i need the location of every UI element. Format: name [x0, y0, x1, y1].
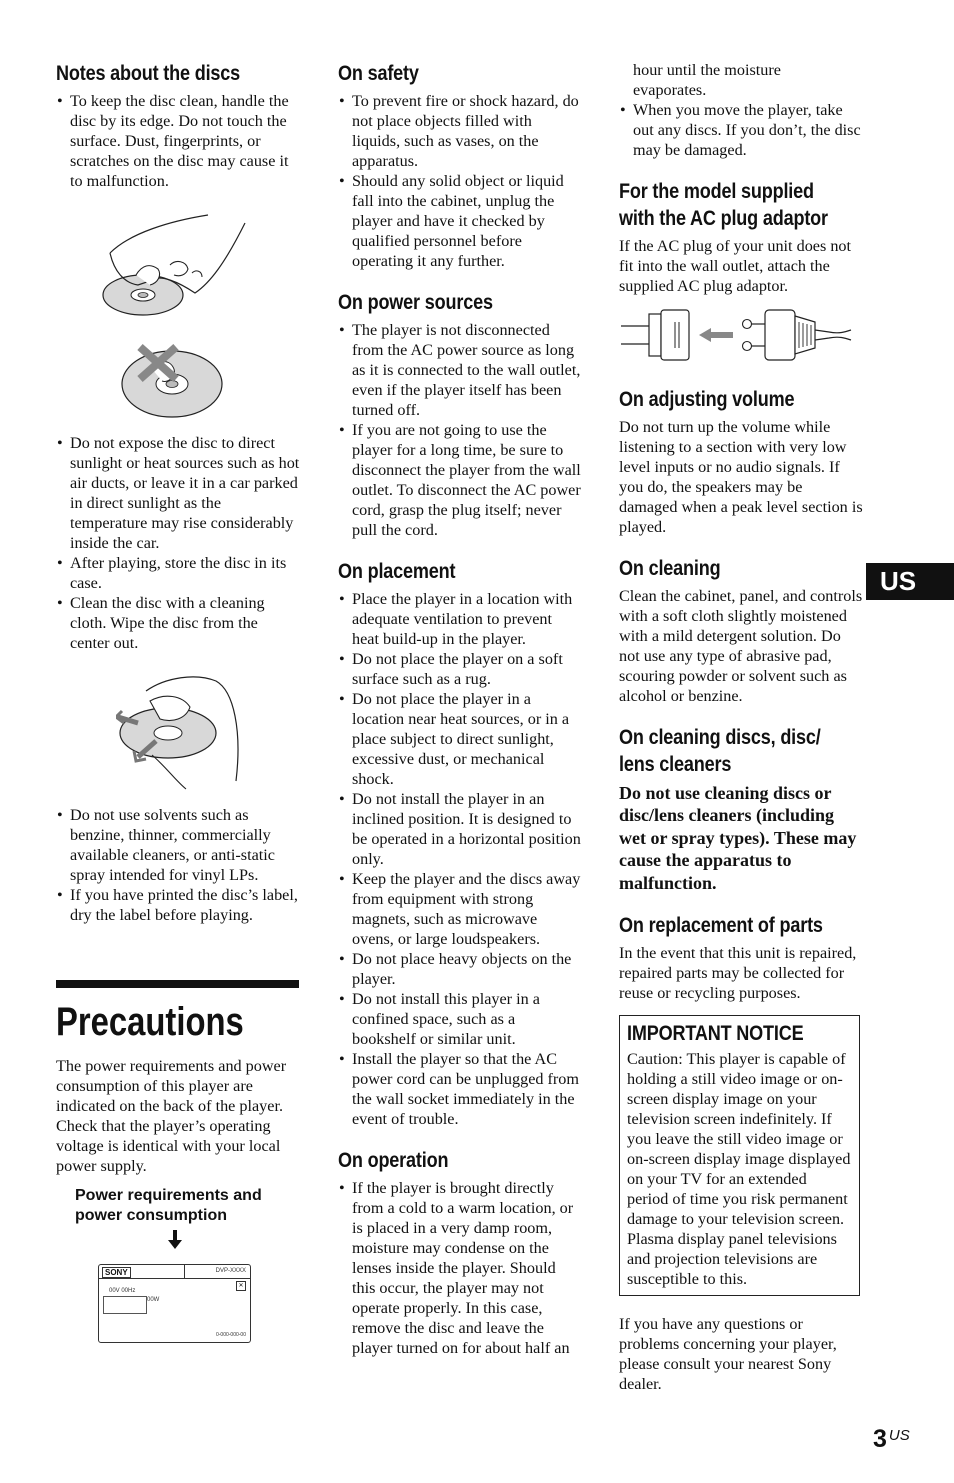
plug-adaptor-icon [619, 308, 854, 364]
label-serial: 0-000-000-00 [215, 1332, 246, 1338]
disc-cleaning-illustration [116, 671, 301, 791]
list-item: • Should any solid object or liquid fall into the cabinet, unplug the player and have it checked by qualified personnel before operating it any further. [338, 171, 583, 271]
list-item: • The player is not disconnected from the AC power source as long as it is connected to the wall outlet, even if the player itself has been turned off. [338, 320, 583, 420]
notes-list-a [56, 91, 301, 191]
list-item: • If the player is brought directly from a cold to a warm location, or is placed in a very damp room, moisture may condense on the lenses inside the player. Should this occur, the player may not operate properly. In this case, remove the disc and leave the player turned on for about half an [338, 1178, 583, 1358]
down-arrow-icon [168, 1230, 301, 1250]
power-sources-heading: On power sources [338, 291, 493, 314]
notice-heading: IMPORTANT NOTICE [627, 1022, 804, 1046]
closing-body: If you have any questions or problems concerning your player, please consult your nearest Sony dealer. [619, 1315, 837, 1394]
precautions-title: Precautions [56, 1000, 244, 1044]
operation-list [338, 1178, 583, 1358]
cleaning-body: Clean the cabinet, panel, and controls with a soft cloth slightly moistened with a mild detergent solution. Do not use any type of abrasive pad, scouring powder or solvent such as alcohol or benzine. [619, 587, 863, 705]
power-sources-list [338, 320, 583, 540]
volume-body: Do not turn up the volume while listening to a section with very low level inputs or no audio signals. If you do, the speakers may be damaged when a peak level section is played. [619, 418, 863, 536]
important-notice-box [619, 1015, 860, 1296]
list-item: • Do not place heavy objects on the player. [338, 949, 583, 989]
list-item: • Do not use solvents such as benzine, thinner, commercially available cleaners, or anti-static spray intended for vinyl LPs. [56, 805, 301, 885]
region-tab: US [866, 563, 954, 600]
plug-adaptor-illustration [619, 308, 864, 364]
label-model: DVP-XXXX [215, 1268, 246, 1274]
list-item: • To prevent fire or shock hazard, do not place objects filled with liquids, such as vases, on the apparatus. [338, 91, 583, 171]
cleaning-heading: On cleaning [619, 557, 721, 580]
safety-list [338, 91, 583, 271]
model-adaptor-body: If the AC plug of your unit does not fit into the wall outlet, attach the supplied AC plug adaptor. [619, 237, 851, 295]
list-item: • Do not expose the disc to direct sunlight or heat sources such as hot air ducts, or leave it in a car parked in direct sunlight as the temperature may rise considerably inside the car. [56, 433, 301, 553]
cloth-wiping-disc-icon [116, 671, 251, 791]
list-item: • Clean the disc with a cleaning cloth. Wipe the disc from the center out. [56, 593, 301, 653]
disc-crossed-icon [118, 339, 228, 421]
column-3 [619, 60, 864, 1394]
list-item: • Keep the player and the discs away from equipment with strong magnets, such as microwave ovens, or large loudspeakers. [338, 869, 583, 949]
cleaning-discs-heading: On cleaning discs, disc/ lens cleaners [619, 726, 821, 776]
notes-list-c [56, 805, 301, 925]
operation-list-more [619, 100, 864, 160]
precautions-body: The power requirements and power consumption of this player are indicated on the back of the player. Check that the player’s operating voltage is identical with your local power supply. [56, 1057, 287, 1175]
replacement-body: In the event that this unit is repaired, repaired parts may be collected for reuse or recycling purposes. [619, 944, 857, 1003]
operation-item-continued: hour until the moisture evaporates. [633, 61, 781, 99]
label-voltage: 00V 00Hz [109, 1288, 136, 1294]
replacement-heading: On replacement of parts [619, 914, 823, 938]
column-2 [338, 60, 583, 1358]
notes-heading: Notes about the discs [56, 62, 241, 85]
rating-label-panel [98, 1264, 251, 1343]
operation-heading: On operation [338, 1149, 449, 1172]
column-1 [56, 60, 301, 1343]
placement-list [338, 589, 583, 1129]
placement-heading: On placement [338, 560, 456, 583]
list-item: • Install the player so that the AC power cord can be unplugged from the wall socket immediately in the event of trouble. [338, 1049, 583, 1129]
label-symbol-icon: ✕ [236, 1281, 246, 1291]
model-adaptor-heading: For the model supplied with the AC plug adaptor [619, 180, 828, 230]
disc-no-touch-illustration [118, 339, 301, 421]
list-item: • Do not place the player on a soft surface such as a rug. [338, 649, 583, 689]
list-item: • Do not install the player in an inclined position. It is designed to be operated in a horizontal position only. [338, 789, 583, 869]
list-item: • Do not place the player in a location near heat sources, or in a place subject to direct sunlight, excessive dust, or mechanical shock. [338, 689, 583, 789]
power-caption: Power requirements and power consumption [75, 1187, 262, 1224]
notes-list-b [56, 433, 301, 653]
list-item: • If you are not going to use the player for a long time, be sure to disconnect the player from the wall outlet. To disconnect the AC power cord, grasp the plug itself; never pull the cord. [338, 420, 583, 540]
list-item: • After playing, store the disc in its case. [56, 553, 301, 593]
safety-heading: On safety [338, 62, 419, 85]
disc-handling-illustration [100, 213, 301, 321]
precautions-rule [56, 980, 299, 988]
label-watts: 00W [147, 1297, 160, 1303]
list-item: • Do not install this player in a confined space, such as a bookshelf or similar unit. [338, 989, 583, 1049]
list-item: • Place the player in a location with adequate ventilation to prevent heat build-up in the player. [338, 589, 583, 649]
list-item: • If you have printed the disc’s label, dry the label before playing. [56, 885, 301, 925]
page-number: 3 $^{US}$ [873, 1425, 910, 1453]
notice-body: Caution: This player is capable of holding a still video image or on-screen display image on your television screen indefinitely. If you leave the still video image or on-screen display image displayed on your TV for an extended period of time you risk permanent damage to your television screen. Plasma display panel televisions and projection televisions are susceptible to this. [627, 1050, 851, 1289]
list-item: • To keep the disc clean, handle the disc by its edge. Do not touch the surface. Dust, fingerprints, or scratches on the disc may cause it to malfunction. [56, 91, 301, 191]
cleaning-discs-body: Do not use cleaning discs or disc/lens cleaners (including wet or spray types). These may cause the apparatus to malfunction. [619, 783, 857, 893]
list-item: • When you move the player, take out any discs. If you don’t, the disc may be damaged. [619, 100, 864, 160]
hand-holding-disc-icon [100, 213, 250, 321]
label-brand: SONY [102, 1267, 131, 1278]
volume-heading: On adjusting volume [619, 388, 795, 411]
